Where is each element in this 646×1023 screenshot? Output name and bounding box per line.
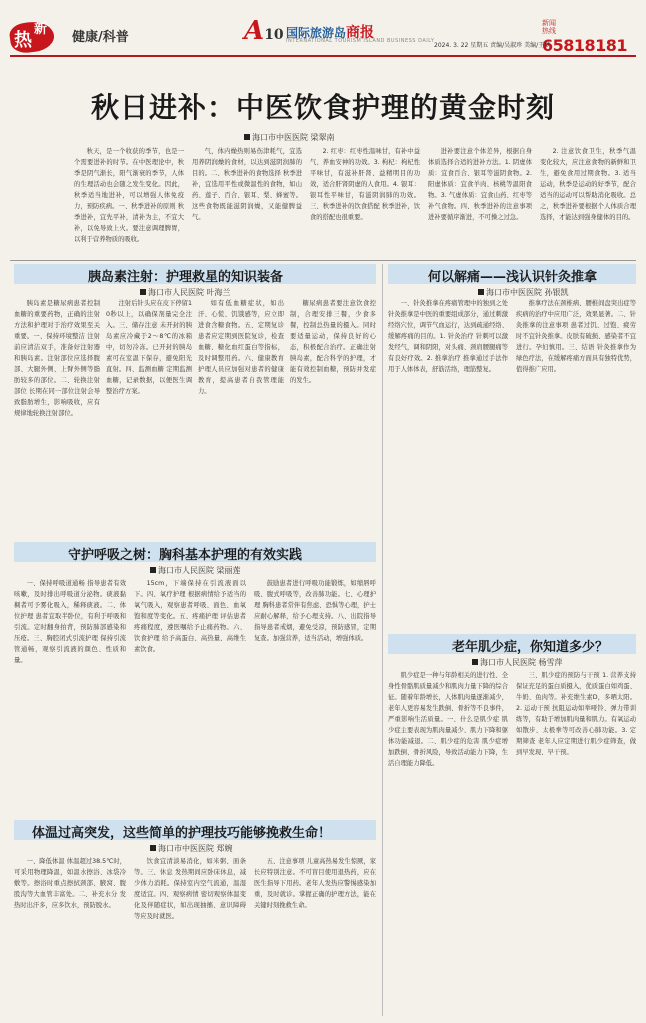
divider-lead — [10, 260, 636, 261]
article-b-col-3 — [254, 578, 376, 808]
article-b-title-bar — [14, 542, 376, 562]
article-d-title: 何以解痛——浅认识针灸推拿 — [428, 270, 598, 285]
news-hotline — [542, 16, 646, 55]
article-a-col-1-text: 胰岛素是糖尿病患者控制血糖的重要药物，正确的注射方法和护理对于治疗效果至关重要。一、保持环境整洁 注射前应清洁双手，准备好注射器和胰岛素。注射部位应选择腹部、大腿外侧、上臂外侧等脂肪较多的部位。二、轮换注射部位 长期在同一部位注射会导致脂肪增生，影响吸收，应有规律地轮换注射部位。 — [14, 300, 100, 417]
lead-byline-text: 海口市中医医院 梁翠南 — [252, 133, 335, 142]
section-logo — [10, 18, 70, 54]
paper-brand: 商报 — [346, 25, 375, 41]
logo-char-2: 新 — [34, 22, 48, 37]
article-e-title: 老年肌少症，你知道多少？ — [452, 640, 609, 655]
article-b-col-3-text: 鼓励患者进行呼吸功能锻炼，如缩唇呼吸、腹式呼吸等，改善肺功能。七、心理护理 胸科患者常伴有焦虑、恐惧等心理，护士应耐心解释，给予心理支持。八、出院指导 指导患者戒烟，避免受凉，预防感冒，定期复查。加强营养，适当活动，增强体质。 — [254, 580, 376, 642]
article-c-col-3-text: 五、注意事项 儿童高热易发生惊厥，家长应特别注意。不可盲目使用退热药，应在医生指导下用药。老年人发热应警惕感染加重，及时就诊。掌握正确的护理方法，能在关键时刻挽救生命。 — [254, 858, 376, 909]
issue-info: 2024. 3. 22 星期五 责编/吴淑珍 美编/王梦 — [434, 42, 551, 49]
section-name: 健康/科普 — [72, 30, 129, 45]
article-b-byline — [150, 565, 241, 576]
article-b-col-2 — [134, 578, 246, 808]
article-e-byline-text: 海口市人民医院 杨雪萍 — [480, 658, 563, 667]
page-number — [244, 16, 284, 46]
article-c-byline-text: 海口市中医医院 郑婉 — [158, 844, 233, 853]
article-c-col-3 — [254, 856, 376, 1016]
article-c-col-1-text: 一、降低体温 体温超过38.5℃时，可采用物理降温，如温水擦浴、冰袋冷敷等。擦浴时重点擦拭颈部、腋窝、腹股沟等大血管丰富处。二、补充水分 发热时出汗多，应多饮水，预防脱水。 — [14, 858, 126, 909]
lead-col-1 — [74, 146, 184, 256]
article-a-col-4-text: 糖尿病患者要注意饮食控制，合理安排三餐，少食多餐，控制总热量的摄入。同时要适量运动，保持良好的心态，积极配合治疗。正确注射胰岛素，配合科学的护理，才能有效控制血糖，预防并发症的发生。 — [290, 300, 376, 384]
article-c-title-bar — [14, 820, 376, 840]
article-a-col-3-text: 如有低血糖症状，如出汗、心慌、饥饿感等，应立即进食含糖食物。五、定期复诊 患者应定期到医院复诊，检查血糖、糖化血红蛋白等指标，及时调整用药。六、健康教育 护理人员应加强对患者的健康教育，提高患者自我管理能力。 — [198, 300, 284, 395]
article-c-byline — [150, 843, 233, 854]
article-b-col-2-text: 15cm，下端保持在引流液面以下。四、氧疗护理 根据病情给予适当的氧气吸入，观察患者呼吸、面色、血氧饱和度等变化。五、疼痛护理 评估患者疼痛程度，遵医嘱给予止痛药物。六、饮食护理 给予高蛋白、高热量、高维生素饮食。 — [134, 580, 246, 653]
article-a-col-2-text: 注射后针头应在皮下停留10秒以上，以确保剂量完全注入。三、储存注意 未开封的胰岛素应冷藏于2～8℃的冰箱中，切勿冷冻。已开封的胰岛素可在室温下保存，避免阳光直射。四、监测血糖 定期监测血糖，记录数据，以便医生调整治疗方案。 — [106, 300, 192, 395]
article-b-col-1-text: 一、保持呼吸道通畅 指导患者有效咳嗽，及时排出呼吸道分泌物。痰液黏稠者可予雾化吸入，稀释痰液。二、体位护理 患者宜取半卧位，有利于呼吸和引流。定时翻身拍背，预防肺部感染和压疮。三、胸腔闭式引流护理 保持引流管通畅，观察引流液的颜色、性质和量。 — [14, 580, 126, 664]
article-e-col-2 — [516, 670, 636, 1016]
lead-col-4 — [428, 146, 532, 256]
article-a-col-3 — [198, 298, 284, 446]
page-letter: A — [244, 16, 265, 46]
article-e-col-1 — [388, 670, 508, 1016]
header-rule — [10, 55, 636, 57]
article-d-title-bar — [388, 264, 636, 284]
article-c-col-2-text: 饮食宜清淡易消化，如米粥、面条等。三、休息 发热期间应卧床休息，减少体力消耗。保持室内空气流通，温湿度适宜。四、观察病情 密切观察体温变化及伴随症状，如出现抽搐、意识障碍等应及时就医。 — [134, 858, 246, 920]
byline-square-icon — [472, 659, 478, 665]
article-a-col-1 — [14, 298, 100, 446]
article-d-col-2 — [516, 298, 636, 628]
byline-square-icon — [150, 845, 156, 851]
page-header — [0, 0, 646, 58]
lead-col-2-text: 气，体内燥热则易伤津耗气，宜选用养阴润燥的食材，以达到滋阴润肺的目的。二、秋季进补的食物选择 秋季进补，宜选用平性或微温性的食物，如山药、莲子、百合、银耳、梨、蜂蜜等。这些食物既能滋阴润燥，又能健脾益气。 — [192, 148, 302, 221]
article-a-title: 胰岛素注射：护理救星的知识装备 — [88, 270, 284, 285]
article-e-title-bar — [388, 634, 636, 654]
lead-title: 秋日进补：中医饮食护理的黄金时刻 — [90, 91, 555, 124]
article-b-byline-text: 海口市人民医院 梁丽莲 — [158, 566, 241, 575]
article-a-byline — [140, 287, 231, 298]
article-b-title: 守护呼吸之树：胸科基本护理的有效实践 — [68, 548, 303, 563]
article-a-col-2 — [106, 298, 192, 446]
article-d-col-1 — [388, 298, 508, 628]
article-d-byline — [478, 287, 569, 298]
lead-col-2 — [192, 146, 302, 256]
lead-col-3-text: 2. 红枣：红枣性温味甘，有补中益气、养血安神的功效。3. 枸杞：枸杞性平味甘，有滋补肝肾、益精明目的功效，适合肝肾阴虚的人食用。4. 银耳：银耳性平味甘，有滋阴润肺的功效。三、秋季进补的饮食搭配 秋季进补，饮食的搭配也很重要。 — [310, 148, 420, 221]
article-d-col-1-text: 一、针灸推拿在疼痛管理中的独到之处 针灸推拿是中医的重要组成部分，通过刺激经络穴位，调节气血运行，达到疏通经络、缓解疼痛的目的。1. 针灸治疗 针刺可以激发经气，调和阴阳，对头痛、颈肩腰腿痛等有良好疗效。2. 推拿治疗 推拿通过手法作用于人体体表，舒筋活络，理筋整复。 — [388, 300, 508, 373]
article-a-byline-text: 海口市人民医院 叶海兰 — [148, 288, 231, 297]
lead-byline — [244, 132, 335, 143]
article-a-title-bar — [14, 264, 376, 284]
article-c-col-2 — [134, 856, 246, 1016]
hotline-number: 65818181 — [542, 36, 628, 55]
article-c-col-1 — [14, 856, 126, 1016]
lead-col-4-text: 进补要注意个体差异，根据自身体质选择合适的进补方法。1. 阴虚体质：宜食百合、银耳等滋阴食物。2. 阳虚体质：宜食羊肉、核桃等温阳食物。3. 气虚体质：宜食山药、红枣等补气食物。四、秋季进补的注意事项 进补要循序渐进，不可操之过急。 — [428, 148, 532, 221]
article-e-col-1-text: 肌少症是一种与年龄相关的进行性、全身性骨骼肌质量减少和肌肉力量下降的综合征。随着年龄增长，人体肌肉量逐渐减少，老年人更容易发生跌倒、骨折等不良事件，严重影响生活质量。一、什么是肌少症 肌少症主要表现为肌肉量减少、肌力下降和躯体功能减退。二、肌少症的危害 肌少症增加跌倒、骨折风险，导致活动能力下降，生活自理能力降低。 — [388, 672, 508, 767]
byline-square-icon — [150, 567, 156, 573]
hotline-label: 新闻热线 — [542, 18, 556, 35]
article-c-title: 体温过高突发，这些简单的护理技巧能够挽救生命！ — [32, 826, 332, 841]
byline-square-icon — [140, 289, 146, 295]
article-e-byline — [472, 657, 563, 668]
lead-col-5 — [540, 146, 636, 256]
byline-square-icon — [478, 289, 484, 295]
article-d-byline-text: 海口市中医医院 孙银凯 — [486, 288, 569, 297]
logo-char-1: 热 — [14, 30, 32, 51]
paper-name-cn: 国际旅游岛 — [286, 26, 347, 40]
article-a-col-4 — [290, 298, 376, 446]
column-divider — [382, 264, 383, 1016]
lead-col-5-text: 2. 注意饮食卫生，秋季气温变化较大，应注意食物的新鲜和卫生，避免食用过期食物。3. 适当运动，秋季是运动的好季节，配合适当的运动可以帮助消化吸收。总之，秋季进补要根据个人体质合理选择，才能达到强身健体的目的。 — [540, 148, 636, 221]
lead-col-3 — [310, 146, 420, 256]
article-b-col-1 — [14, 578, 126, 808]
lead-col-1-text: 秋天，是一个收获的季节，也是一个需要进补的时节。在中医理论中，秋季是阴气渐长，阳气渐衰的季节，人体的生理活动也会随之发生变化。因此，秋季适当地进补，可以增强人体免疫力，预防疾病。一、秋季进补的原则 秋季进补，宜先平补，清补为主，不宜大补，以免导致上火。要注意调理脾胃，以利于营养物质的吸收。 — [74, 148, 184, 243]
page-number-digits: 10 — [264, 27, 284, 43]
byline-square-icon — [244, 134, 250, 140]
paper-subtitle: INTERNATIONAL TOURISM ISLAND BUSINESS DAILY — [286, 38, 435, 44]
article-e-col-2-text: 三、肌少症的预防与干预 1. 营养支持 保证充足的蛋白质摄入，优质蛋白如鸡蛋、牛奶、鱼肉等。补充维生素D，多晒太阳。2. 运动干预 抗阻运动如举哑铃、弹力带训练等，有助于增加肌肉量和肌力。有氧运动如散步、太极拳等可改善心肺功能。3. 定期筛查 老年人应定期进行肌少症筛查，做到早发现、早干预。 — [516, 672, 636, 756]
article-d-col-2-text: 推拿疗法在颈椎病、腰椎间盘突出症等疾病的治疗中应用广泛，效果显著。二、针灸推拿的注意事项 患者过饥、过饱、疲劳时不宜针灸推拿。皮肤有破损、感染者不宜进行。孕妇慎用。三、结语 针灸推拿作为绿色疗法，在缓解疼痛方面具有独特优势，值得推广应用。 — [516, 300, 636, 373]
